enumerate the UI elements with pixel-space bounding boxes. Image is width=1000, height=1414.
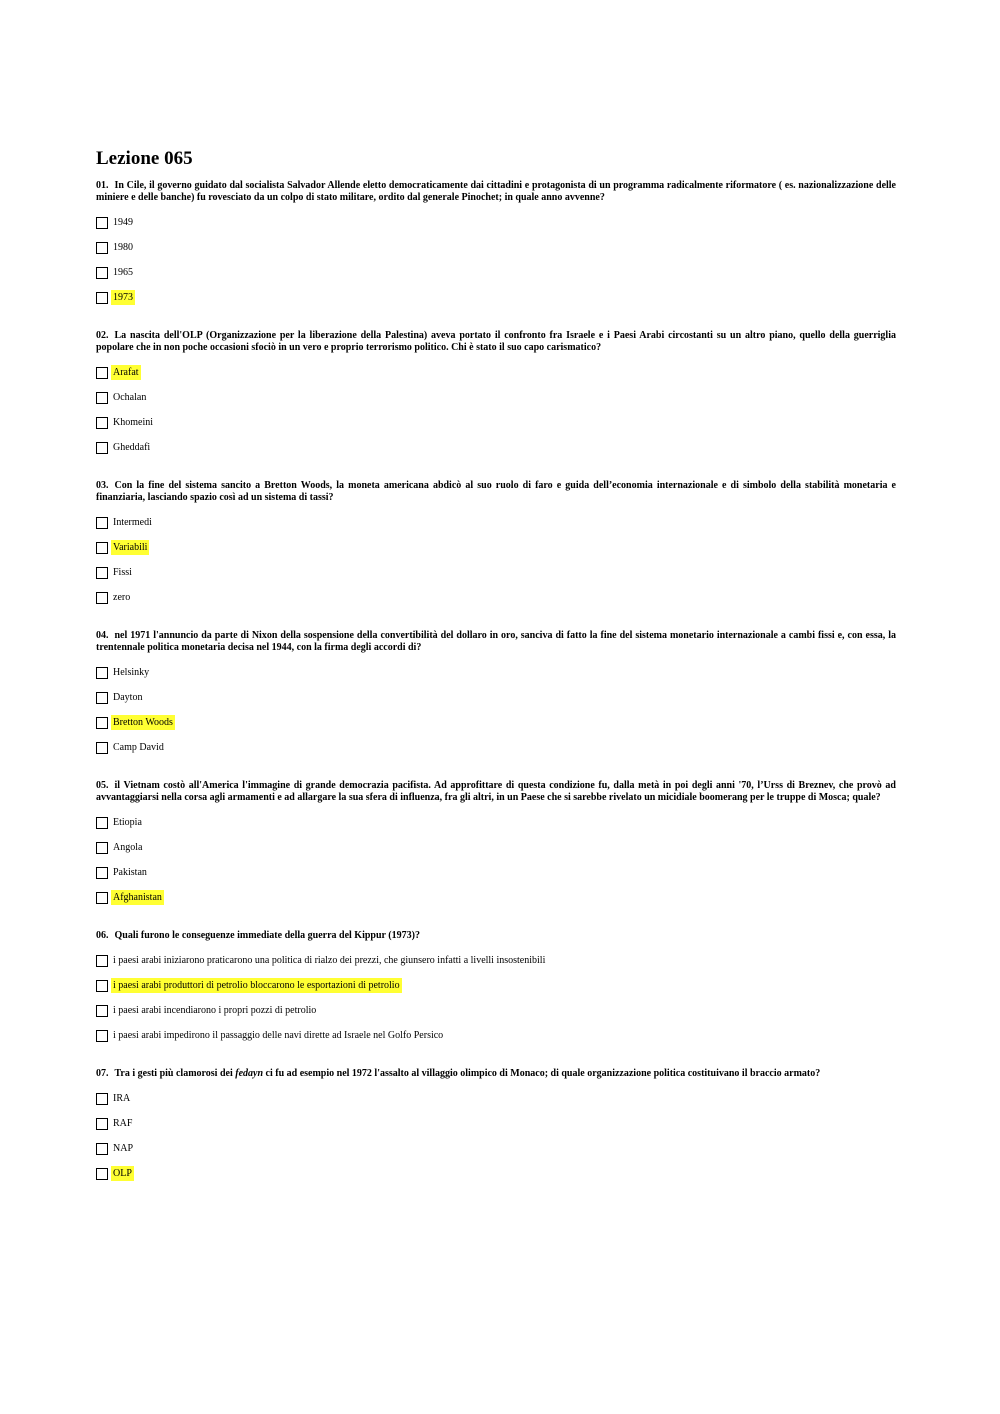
checkbox[interactable] (96, 1030, 108, 1042)
answer-option-highlighted[interactable] (96, 889, 896, 906)
answer-options (96, 664, 896, 756)
answer-options (96, 514, 896, 606)
answer-label: Helsinky (113, 667, 150, 678)
checkbox[interactable] (96, 817, 108, 829)
checkbox[interactable] (96, 1168, 108, 1180)
answer-label: NAP (113, 1143, 134, 1154)
answer-option-highlighted[interactable] (96, 364, 896, 381)
answer-label: Dayton (113, 692, 143, 703)
checkbox[interactable] (96, 667, 108, 679)
answer-label: Afghanistan (113, 892, 162, 903)
answer-options (96, 814, 896, 906)
answer-option[interactable] (96, 589, 896, 606)
question-text (96, 930, 896, 942)
answer-label: Pakistan (113, 867, 147, 878)
answer-label: i paesi arabi iniziarono praticarono una politica di rialzo dei prezzi, che giunsero infatti a livelli insostenibili (113, 955, 546, 966)
answer-label: OLP (113, 1168, 132, 1179)
answer-label: Ochalan (113, 392, 147, 403)
answer-label: Etiopia (113, 817, 142, 828)
checkbox[interactable] (96, 955, 108, 967)
checkbox[interactable] (96, 592, 108, 604)
question-list (96, 180, 896, 1182)
checkbox[interactable] (96, 217, 108, 229)
checkbox[interactable] (96, 292, 108, 304)
answer-option[interactable] (96, 1090, 896, 1107)
answer-option[interactable] (96, 439, 896, 456)
answer-options (96, 1090, 896, 1182)
checkbox[interactable] (96, 267, 108, 279)
answer-option[interactable] (96, 414, 896, 431)
answer-option[interactable] (96, 1115, 896, 1132)
answer-option[interactable] (96, 814, 896, 831)
answer-label: RAF (113, 1118, 133, 1129)
question-number: 07. (96, 1068, 109, 1079)
checkbox[interactable] (96, 392, 108, 404)
answer-option[interactable] (96, 664, 896, 681)
answer-options (96, 952, 896, 1044)
question-text-part: Con la fine del sistema sancito a Bretton Woods, la moneta americana abdicò al suo ruolo di faro e guida dell’economia internazionale e di simbolo della stabilità monetaria e finanziaria, lasciando spazio così ad un sistema di tassi? (96, 480, 896, 503)
document-page (96, 148, 896, 1206)
question-text (96, 480, 896, 504)
question-02 (96, 330, 896, 456)
answer-label: i paesi arabi incendiarono i propri pozzi di petrolio (113, 1005, 317, 1016)
answer-label: Bretton Woods (113, 717, 173, 728)
answer-label: Gheddafi (113, 442, 151, 453)
checkbox[interactable] (96, 692, 108, 704)
answer-options (96, 364, 896, 456)
question-06 (96, 930, 896, 1044)
answer-option[interactable] (96, 1140, 896, 1157)
answer-option[interactable] (96, 239, 896, 256)
answer-label: Camp David (113, 742, 164, 753)
answer-label: 1980 (113, 242, 133, 253)
answer-option-highlighted[interactable] (96, 714, 896, 731)
checkbox[interactable] (96, 1005, 108, 1017)
answer-option-highlighted[interactable] (96, 289, 896, 306)
answer-label: Angola (113, 842, 143, 853)
checkbox[interactable] (96, 842, 108, 854)
question-07 (96, 1068, 896, 1182)
answer-option[interactable] (96, 264, 896, 281)
checkbox[interactable] (96, 417, 108, 429)
checkbox[interactable] (96, 892, 108, 904)
question-text-emphasis: fedayn (235, 1068, 264, 1079)
question-04 (96, 630, 896, 756)
checkbox[interactable] (96, 742, 108, 754)
answer-option[interactable] (96, 839, 896, 856)
answer-label: IRA (113, 1093, 131, 1104)
question-number: 03. (96, 480, 109, 491)
answer-label: i paesi arabi produttori di petrolio bloccarono le esportazioni di petrolio (113, 980, 400, 991)
answer-option[interactable] (96, 389, 896, 406)
answer-option[interactable] (96, 952, 896, 969)
answer-option[interactable] (96, 564, 896, 581)
question-05 (96, 780, 896, 906)
checkbox[interactable] (96, 867, 108, 879)
answer-option-highlighted[interactable] (96, 539, 896, 556)
question-number: 02. (96, 330, 109, 341)
question-text (96, 180, 896, 204)
question-text-part: La nascita dell'OLP (Organizzazione per la liberazione della Palestina) aveva portato il confronto fra Israele e i Paesi Arabi circostanti su un altro piano, quello della guerriglia popolare che in non poche occasioni sfociò in un vero e proprio terrorismo politico. Chi è stato il suo capo carismatico? (96, 330, 896, 353)
question-text-part: il Vietnam costò all'America l'immagine di grande democrazia pacifista. Ad approfittare di questa condizione fu, dalla metà in poi degli anni '70, l’Urss di Breznev, che provò ad avvantaggiarsi nella corsa agli armamenti e ad allargare la sua sfera di influenza, fra gli altri, in un Paese che si sarebbe rivelato un micidiale boomerang per le truppe di Mosca; quale? (96, 780, 896, 803)
question-text (96, 1068, 896, 1080)
answer-label: i paesi arabi impedirono il passaggio delle navi dirette ad Israele nel Golfo Persico (113, 1030, 444, 1041)
checkbox[interactable] (96, 1093, 108, 1105)
checkbox[interactable] (96, 717, 108, 729)
question-text (96, 630, 896, 654)
question-03 (96, 480, 896, 606)
checkbox[interactable] (96, 1118, 108, 1130)
question-number: 01. (96, 180, 109, 191)
answer-label: Variabili (113, 542, 148, 553)
answer-label: Khomeini (113, 417, 153, 428)
question-text-part: ci fu ad esempio nel 1972 l'assalto al villaggio olimpico di Monaco; di quale organizzazione politica costituivano il braccio armato? (263, 1068, 821, 1079)
checkbox[interactable] (96, 442, 108, 454)
answer-label: Arafat (113, 367, 139, 378)
question-number: 04. (96, 630, 109, 641)
answer-label: 1949 (113, 217, 133, 228)
question-text-part: In Cile, il governo guidato dal socialista Salvador Allende eletto democraticamente dai cittadini e protagonista di un programma radicalmente riformatore ( es. nazionalizzazione delle miniere e delle banche) fu rovesciato da un colpo di stato militare, ordito dal generale Pinochet; in quale anno avvenne? (96, 180, 896, 203)
answer-option[interactable] (96, 739, 896, 756)
question-text-part: Tra i gesti più clamorosi dei (114, 1068, 236, 1079)
answer-option[interactable] (96, 1027, 896, 1044)
checkbox[interactable] (96, 242, 108, 254)
question-text (96, 780, 896, 804)
checkbox[interactable] (96, 1143, 108, 1155)
question-text-part: Quali furono le conseguenze immediate della guerra del Kippur (1973)? (114, 930, 420, 941)
answer-label: 1973 (113, 292, 133, 303)
checkbox[interactable] (96, 367, 108, 379)
answer-label: zero (113, 592, 131, 603)
page-title: Lezione 065 (96, 148, 193, 169)
answer-label: Fissi (113, 567, 132, 578)
question-text (96, 330, 896, 354)
checkbox[interactable] (96, 980, 108, 992)
checkbox[interactable] (96, 542, 108, 554)
answer-label: Intermedi (113, 517, 152, 528)
checkbox[interactable] (96, 517, 108, 529)
question-number: 06. (96, 930, 109, 941)
answer-option[interactable] (96, 214, 896, 231)
answer-option[interactable] (96, 864, 896, 881)
answer-label: 1965 (113, 267, 133, 278)
question-01 (96, 180, 896, 306)
question-text-part: nel 1971 l'annuncio da parte di Nixon della sospensione della convertibilità del dollaro in oro, sanciva di fatto la fine del sistema monetario internazionale a cambi fissi e, con essa, la trentennale politica monetaria decisa nel 1944, con la firma degli accordi di? (96, 630, 896, 653)
question-number: 05. (96, 780, 109, 791)
answer-option-highlighted[interactable] (96, 1165, 896, 1182)
answer-option[interactable] (96, 689, 896, 706)
answer-option-highlighted[interactable] (96, 977, 896, 994)
answer-options (96, 214, 896, 306)
answer-option[interactable] (96, 1002, 896, 1019)
answer-option[interactable] (96, 514, 896, 531)
checkbox[interactable] (96, 567, 108, 579)
